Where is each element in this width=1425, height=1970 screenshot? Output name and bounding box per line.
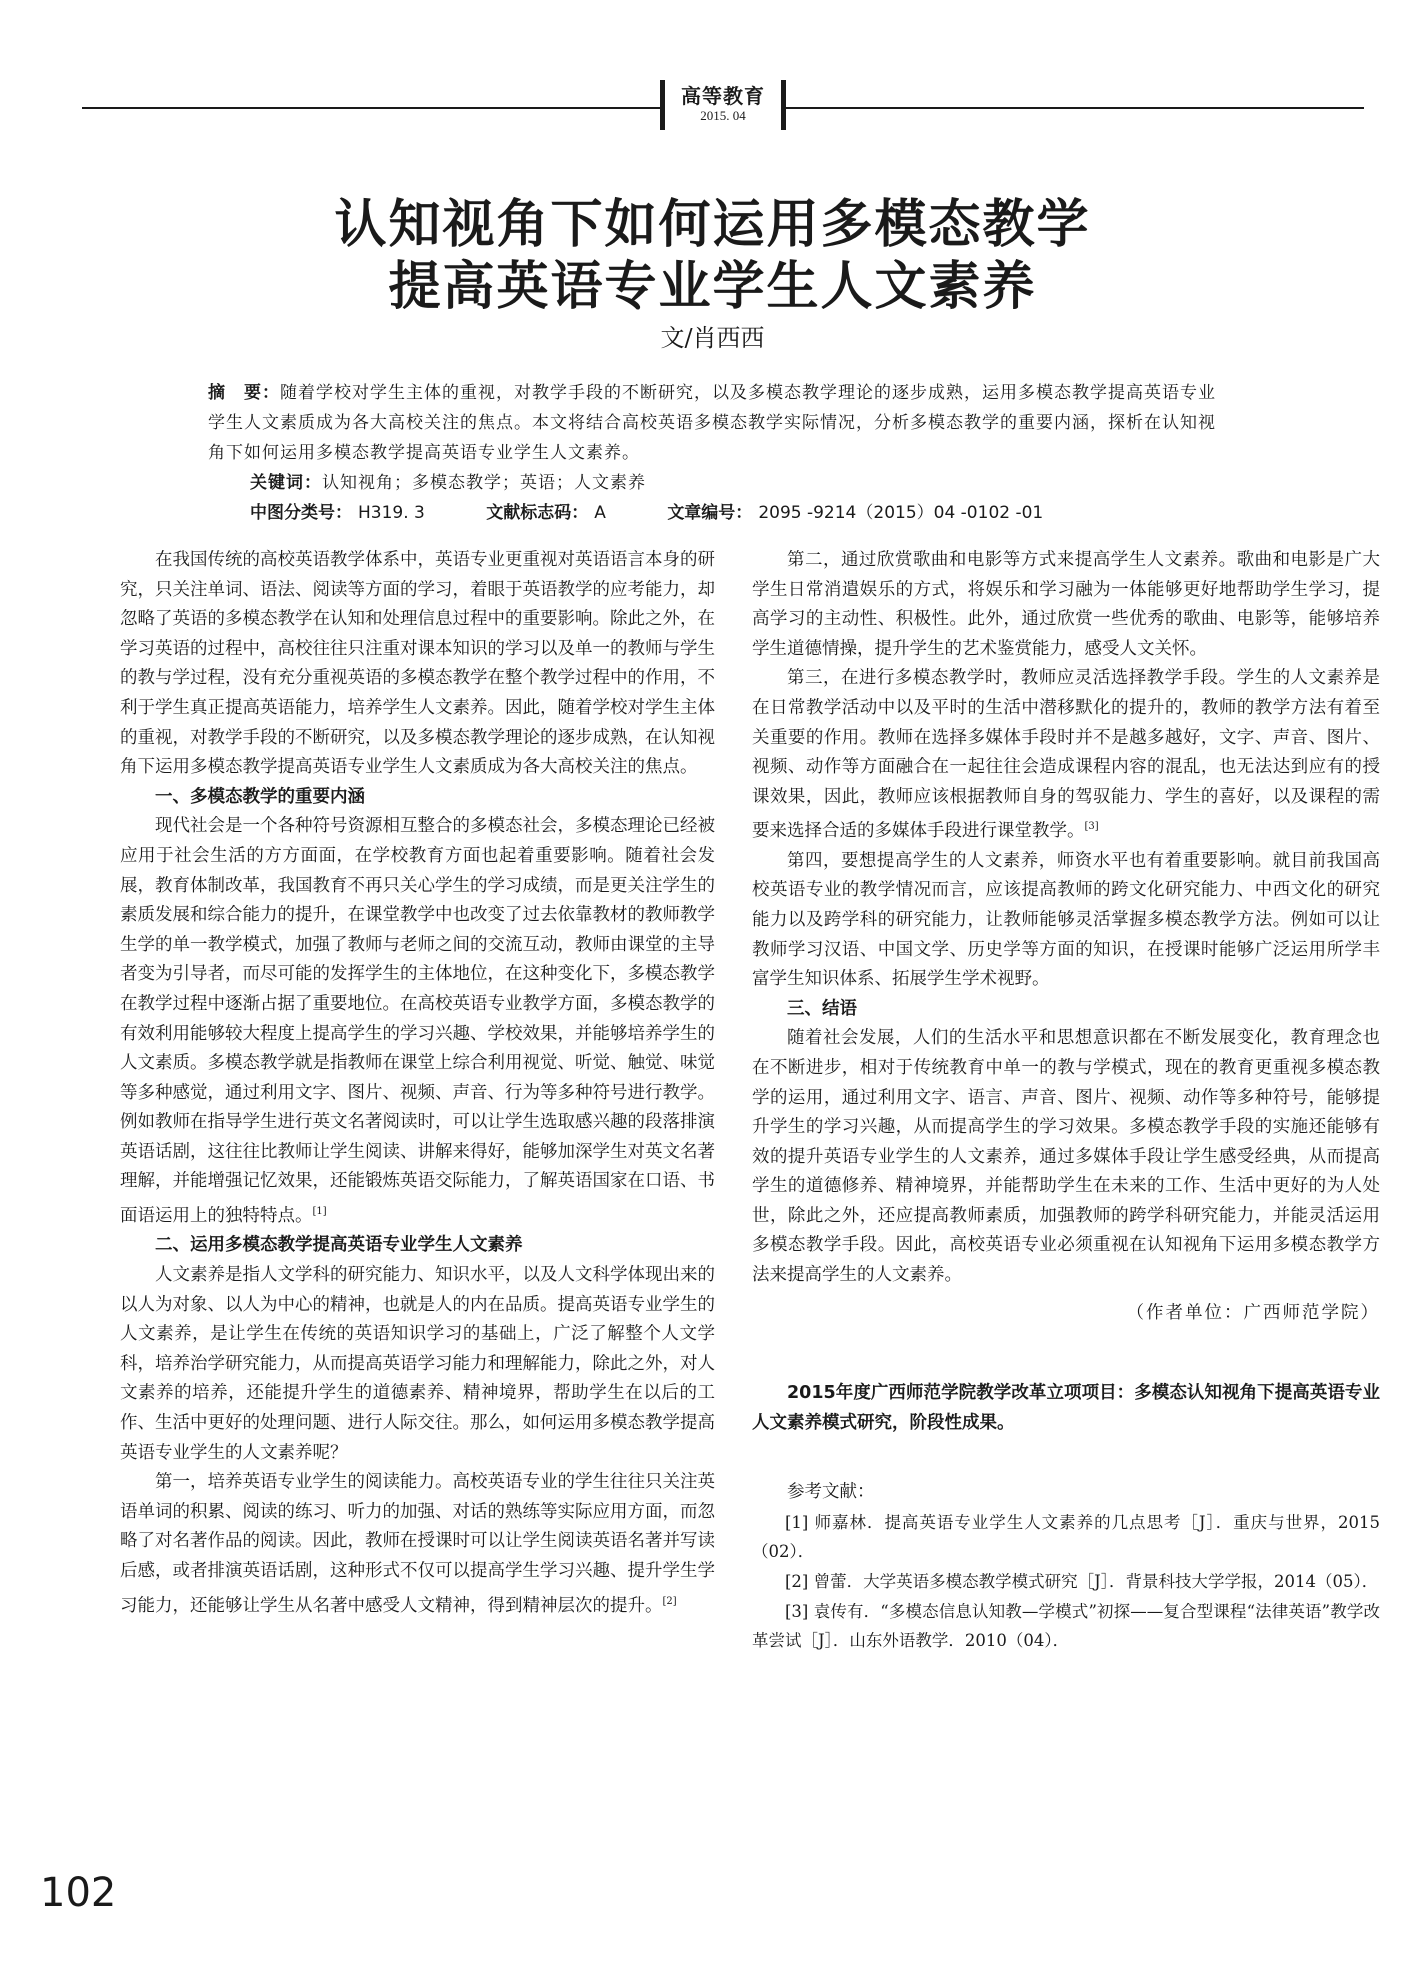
keywords: [250, 468, 1210, 498]
abstract-text: 随着学校对学生主体的重视，对教学手段的不断研究，以及多模态教学理论的逐步成熟，运用多模态教学提高英语专业学生人文素质成为各大高校关注的焦点。本文将结合高校英语多模态教学实际情况，分析多模态教学的重要内涵，探析在认知视角下如何运用多模态教学提高英语专业学生人文素养。: [208, 383, 1216, 463]
journal-name: 高等教育: [681, 84, 765, 108]
section-heading-2: 二、运用多模态教学提高英语专业学生人文素养: [155, 1235, 523, 1256]
journal-header: [660, 80, 786, 130]
section1-text: 现代社会是一个各种符号资源相互整合的多模态社会，多模态理论已经被应用于社会生活的方方面面，在学校教育方面也起着重要影响。随着社会发展，教育体制改革，我国教育不再只关心学生的学习成绩，而是更关注学生的素质发展和综合能力的提升，在课堂教学中也改变了过去依靠教材的教师教学生学的单一教学模式，加强了教师与老师之间的交流互动，教师由课堂的主导者变为引导者，而尽可能的发挥学生的主体地位，在这种变化下，多模态教学在教学过程中逐渐占据了重要地位。在高校英语专业教学方面，多模态教学的有效利用能够较大程度上提高学生的学习兴趣、学校效果，并能够培养学生的人文素质。多模态教学就是指教师在课堂上综合利用视觉、听觉、触觉、味觉等多种感觉，通过利用文字、图片、视频、声音、行为等多种符号进行教学。例如教师在指导学生进行英文名著阅读时，可以让学生选取感兴趣的段落排演英语话剧，这往往比教师让学生阅读、讲解来得好，能够加深学生对英文名著理解，并能增强记忆效果，还能锻炼英语交际能力，了解英语国家在口语、书面语运用上的独特特点。: [120, 816, 715, 1226]
point-one-text: 第一，培养英语专业学生的阅读能力。高校英语专业的学生往往只关注英语单词的积累、阅读的练习、听力的加强、对话的熟练等实际应用方面，而忽略了对名著作品的阅读。因此，教师在授课时可以让学生阅读英语名著并写读后感，或者排演英语话剧，这种形式不仅可以提高学生学习兴趣、提升学生学习能力，还能够让学生从名著中感受人文精神，得到精神层次的提升。: [120, 1472, 715, 1616]
section-heading-1: 一、多模态教学的重要内涵: [155, 786, 365, 807]
intro-paragraph: 在我国传统的高校英语教学体系中，英语专业更重视对英语语言本身的研究，只关注单词、语法、阅读等方面的学习，着眼于英语教学的应考能力，却忽略了英语的多模态教学在认知和处理信息过程中的重要影响。除此之外，在学习英语的过程中，高校往往只注重对课本知识的学习以及单一的教师与学生的教与学过程，没有充分重视英语的多模态教学在整个教学过程中的作用，不利于学生真正提高英语能力，培养学生人文素养。因此，随着学校对学生主体的重视，对教学手段的不断研究，以及多模态教学理论的逐步成熟，在认知视角下运用多模态教学提高英语专业学生人文素质成为各大高校关注的焦点。: [120, 550, 715, 778]
point-three-text: 第三，在进行多模态教学时，教师应灵活选择教学手段。学生的人文素养是在日常教学活动中以及平时的生活中潜移默化的提升的，教师的教学方法有着至关重要的作用。教师在选择多媒体手段时并不是越多越好，文字、声音、图片、视频、动作等方面融合在一起往往会造成课程内容的混乱，也无法达到应有的授课效果，因此，教师应该根据教师自身的驾驭能力、学生的喜好，以及课程的需要来选择合适的多媒体手段进行课堂教学。: [752, 668, 1380, 842]
citation-2: [2]: [662, 1595, 677, 1607]
clc-value: H319. 3: [358, 503, 425, 523]
author: 文/肖西西: [660, 324, 765, 352]
reference-item: [3] 袁传有．“多模态信息认知教—学模式”初探——复合型课程“法律英语”教学改革尝试［J］．山东外语教学．2010（04）．: [752, 1601, 1380, 1651]
reference-item: [2] 曾蕾．大学英语多模态教学模式研究［J］．背景科技大学学报，2014（05）．: [785, 1572, 1379, 1592]
reference-item: [1] 师嘉林．提高英语专业学生人文素养的几点思考［J］．重庆与世界，2015（02）．: [752, 1512, 1380, 1562]
header-rule-right: [786, 107, 1364, 109]
point-four-paragraph: 第四，要想提高学生的人文素养，师资水平也有着重要影响。就目前我国高校英语专业的教学情况而言，应该提高教师的跨文化研究能力、中西文化的研究能力以及跨学科的研究能力，让教师能够灵活掌握多模态教学方法。例如可以让教师学习汉语、中国文学、历史学等方面的知识，在授课时能够广泛运用所学丰富学生知识体系、拓展学生学术视野。: [752, 850, 1380, 990]
header-rule-left: [82, 107, 660, 109]
point-three-paragraph: [752, 664, 1380, 846]
keywords-text: 认知视角；多模态教学；英语；人文素养: [322, 473, 646, 493]
article-title-line2: 提高英语专业学生人文素养: [388, 257, 1037, 317]
abstract: [208, 378, 1223, 468]
section2-paragraph: 人文素养是指人文学科的研究能力、知识水平，以及人文科学体现出来的以人为对象、以人为中心的精神，也就是人的内在品质。提高英语专业学生的人文素养，是让学生在传统的英语知识学习的基础上，广泛了解整个人文学科，培养治学研究能力，从而提高英语学习能力和理解能力，除此之外，对人文素养的培养，还能提升学生的道德素养、精神境界，帮助学生在以后的工作、生活中更好的处理问题、进行人际交往。那么，如何运用多模态教学提高英语专业学生的人文素养呢？: [120, 1265, 715, 1463]
doc-code-value: A: [594, 503, 606, 523]
article-title-line1: 认知视角下如何运用多模态教学: [334, 195, 1091, 255]
journal-issue: 2015. 04: [700, 108, 746, 123]
doc-code-label: 文献标志码：: [486, 503, 589, 523]
article-number-label: 文章编号：: [667, 503, 753, 523]
point-one-paragraph: [120, 1468, 715, 1621]
page-number: 102: [40, 1870, 117, 1916]
conclusion-paragraph: 随着社会发展，人们的生活水平和思想意识都在不断发展变化，教育理念也在不断进步，相对于传统教育中单一的教与学模式，现在的教育更重视多模态教学的运用，通过利用文字、语言、声音、图片、视频、动作等多种符号，能够提升学生的学习兴趣，从而提高学生的学习效果。多模态教学手段的实施还能够有效的提升英语专业学生的人文素养，通过多媒体手段让学生感受经典，从而提高学生的道德修养、精神境界，并能帮助学生在未来的工作、生活中更好的为人处世，除此之外，还应提高教师素质，加强教师的跨学科研究能力，并能灵活运用多模态教学手段。因此，高校英语专业必须重视在认知视角下运用多模态教学方法来提高学生的人文素养。: [752, 1028, 1380, 1286]
references-title: 参考文献：: [787, 1482, 875, 1503]
abstract-label: 摘 要：: [208, 383, 280, 403]
point-two-paragraph: 第二，通过欣赏歌曲和电影等方式来提高学生人文素养。歌曲和电影是广大学生日常消遣娱乐的方式，将娱乐和学习融为一体能够更好地帮助学生学习，提高学习的主动性、积极性。此外，通过欣赏一些优秀的歌曲、电影等，能够培养学生道德情操，提升学生的艺术鉴赏能力，感受人文关怀。: [752, 550, 1380, 659]
section-heading-3: 三、结语: [787, 998, 857, 1019]
article-number-value: 2095 -9214（2015）04 -0102 -01: [758, 503, 1044, 523]
keywords-label: 关键词：: [250, 473, 322, 493]
citation-1: [1]: [312, 1206, 327, 1218]
citation-3: [3]: [1084, 821, 1099, 833]
right-column: [752, 546, 1380, 1656]
funding-note: 2015年度广西师范学院教学改革立项项目：多模态认知视角下提高英语专业人文素养模式研究，阶段性成果。: [752, 1383, 1380, 1434]
clc-label: 中图分类号：: [250, 503, 352, 523]
section1-paragraph: [120, 812, 715, 1231]
classification-line: [250, 498, 1043, 523]
left-column: [120, 546, 715, 1621]
author-affiliation: （作者单位：广西师范学院）: [1126, 1302, 1380, 1323]
